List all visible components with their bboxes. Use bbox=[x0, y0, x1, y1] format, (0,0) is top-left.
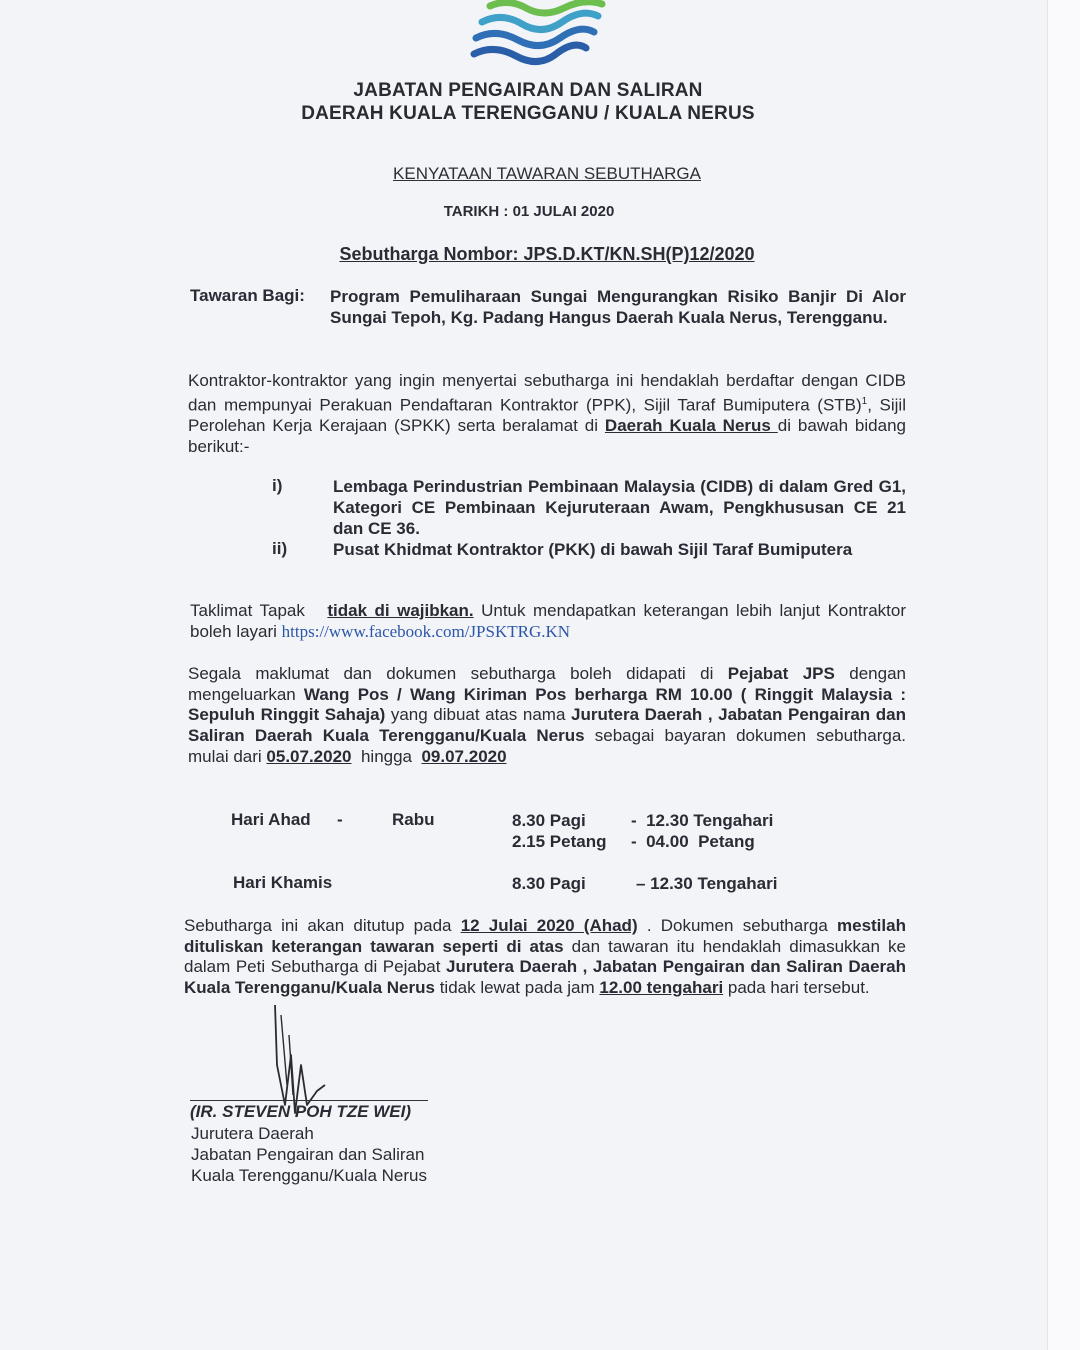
closing-time: 12.00 tengahari bbox=[599, 978, 724, 998]
schedule-slot-start: 2.15 Petang bbox=[512, 832, 607, 851]
signature-line bbox=[190, 1100, 428, 1101]
documents-paragraph: Segala maklumat dan dokumen sebutharga boleh didapati di Pejabat JPS dengan mengeluarkan Wang Pos / Wang Kiriman Pos berharga RM 10.00 ( Ringgit Malaysia : Sepuluh Ringgit Sahaja) yang dibuat atas nama Jurutera Daerah , Jabatan Pengairan dan Saliran Daerah Kuala Terengganu/Kuala Nerus sebagai bayaran dokumen sebutharga. mulai dari 05.07.2020 hingga 09.07.2020 bbox=[188, 664, 907, 766]
signatory-name: (IR. STEVEN POH TZE WEI) bbox=[190, 1102, 412, 1121]
facebook-link[interactable]: https://www.facebook.com/JPSKTRG.KN bbox=[281, 621, 571, 641]
schedule-dash: - bbox=[337, 810, 343, 829]
schedule-slot-end: - 12.30 Tengahari bbox=[631, 811, 774, 830]
notice-date: TARIKH : 01 JULAI 2020 bbox=[443, 203, 615, 220]
signatory-district: Kuala Terengganu/Kuala Nerus bbox=[191, 1166, 427, 1185]
briefing-paragraph: Taklimat Tapak tidak di wajibkan. Untuk mendapatkan keterangan lebih lanjut Kontraktor boleh layari https://www.facebook.com/JPSKTRG.KN bbox=[190, 601, 906, 641]
schedule-day-from: Hari Ahad bbox=[231, 810, 311, 829]
schedule-slot-end: - 04.00 Petang bbox=[631, 832, 755, 851]
agency-name: JABATAN PENGAIRAN DAN SALIRAN bbox=[353, 80, 703, 101]
requirement-number: ii) bbox=[272, 539, 288, 558]
schedule-slot-end: – 12.30 Tengahari bbox=[636, 874, 778, 893]
end-date: 09.07.2020 bbox=[421, 746, 507, 766]
district-name: DAERAH KUALA TERENGGANU / KUALA NERUS bbox=[301, 103, 755, 124]
requirement-item: Lembaga Perindustrian Pembinaan Malaysia (CIDB) di dalam Gred G1, Kategori CE Pembinaan Kejuruteraan Awam, Pengkhususan CE 21 dan CE 36. bbox=[333, 477, 906, 538]
schedule-slot-start: 8.30 Pagi bbox=[512, 874, 586, 893]
briefing-emphasis: tidak di wajibkan. bbox=[327, 601, 474, 620]
eligibility-location: Daerah Kuala Nerus bbox=[604, 416, 778, 436]
offer-description: Program Pemuliharaan Sungai Mengurangkan Risiko Banjir Di Alor Sungai Tepoh, Kg. Padang Hangus Daerah Kuala Nerus, Terengganu. bbox=[330, 287, 906, 327]
eligibility-paragraph: Kontraktor-kontraktor yang ingin menyertai sebutharga ini hendaklah berdaftar dengan CIDB dan mempunyai Perakuan Pendaftaran Kontraktor (PPK), Sijil Taraf Bumiputera (STB)$^1$, Sijil Perolehan Kerja Kerajaan (SPKK) serta beralamat di Daerah Kuala Nerus di bawah bidang berikut:- bbox=[188, 371, 906, 456]
requirement-number: i) bbox=[272, 476, 283, 495]
offer-label: Tawaran Bagi: bbox=[190, 286, 305, 305]
schedule-day-thursday: Hari Khamis bbox=[233, 873, 333, 892]
schedule-day-to: Rabu bbox=[392, 810, 435, 829]
signatory-position: Jurutera Daerah bbox=[191, 1124, 314, 1143]
requirement-item: Pusat Khidmat Kontraktor (PKK) di bawah Sijil Taraf Bumiputera bbox=[333, 540, 853, 559]
closing-date: 12 Julai 2020 (Ahad) bbox=[460, 916, 638, 935]
jps-wave-logo bbox=[468, 0, 608, 72]
schedule-slot-start: 8.30 Pagi bbox=[512, 811, 586, 830]
notice-title: KENYATAAN TAWARAN SEBUTHARGA bbox=[393, 164, 701, 183]
signatory-department: Jabatan Pengairan dan Saliran bbox=[191, 1145, 425, 1164]
quotation-number: Sebutharga Nombor: JPS.D.KT/KN.SH(P)12/2020 bbox=[339, 244, 755, 264]
closing-paragraph: Sebutharga ini akan ditutup pada 12 Julai 2020 (Ahad) . Dokumen sebutharga mestilah dituliskan keterangan tawaran seperti di atas dan tawaran itu hendaklah dimasukkan ke dalam Peti Sebutharga di Pejabat Jurutera Daerah , Jabatan Pengairan dan Saliran Daerah Kuala Terengganu/Kuala Nerus tidak lewat pada jam 12.00 tengahari pada hari tersebut. bbox=[184, 916, 907, 998]
start-date: 05.07.2020 bbox=[266, 746, 352, 766]
